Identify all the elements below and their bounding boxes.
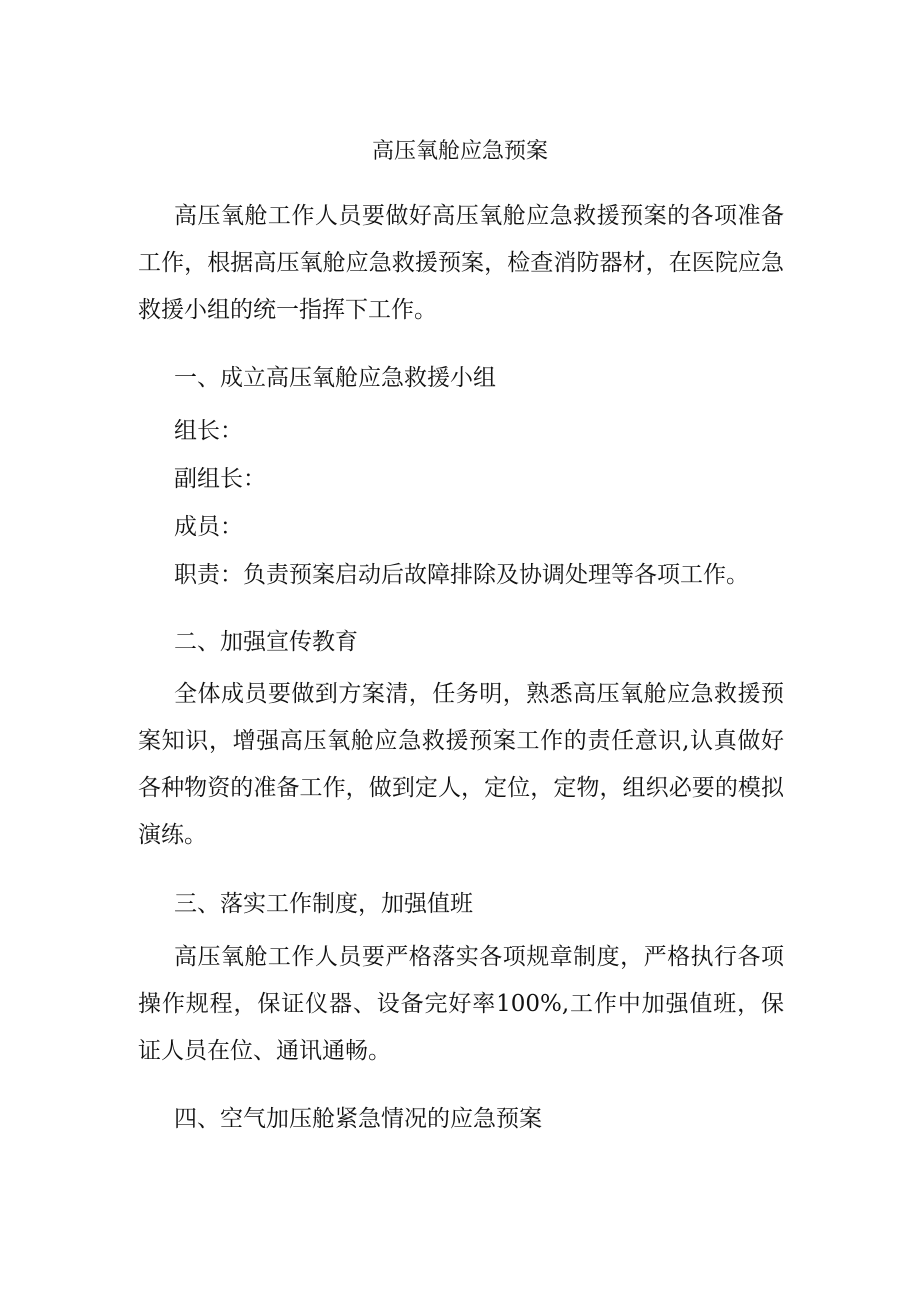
section2-paragraph: 全体成员要做到方案清，任务明，熟悉高压氧舱应急救援预案知识，增强高压氧舱应急救援预案工作的责任意识,认真做好各种物资的准备工作，做到定人，定位，定物，组织必要的模拟演练。 <box>138 681 784 848</box>
members-line: 成员： <box>174 514 243 540</box>
section1-heading: 一、成立高压氧舱应急救援小组 <box>174 365 496 391</box>
intro-paragraph: 高压氧舱工作人员要做好高压氧舱应急救援预案的各项准备工作，根据高压氧舱应急救援预案，检查消防器材，在医院应急救援小组的统一指挥下工作。 <box>138 203 784 323</box>
group-leader-line: 组长： <box>174 418 243 444</box>
section2-heading: 二、加强宣传教育 <box>174 629 358 655</box>
deputy-leader-line: 副组长： <box>174 466 266 492</box>
section3-heading: 三、落实工作制度，加强值班 <box>174 891 473 917</box>
duty-line: 职责：负责预案启动后故障排除及协调处理等各项工作。 <box>174 562 749 588</box>
section4-heading: 四、空气加压舱紧急情况的应急预案 <box>174 1106 542 1132</box>
document-title: 高压氧舱应急预案 <box>371 139 548 164</box>
section3-paragraph: 高压氧舱工作人员要严格落实各项规章制度，严格执行各项操作规程，保证仪器、设备完好率100%,工作中加强值班，保证人员在位、通讯通畅。 <box>138 944 784 1064</box>
